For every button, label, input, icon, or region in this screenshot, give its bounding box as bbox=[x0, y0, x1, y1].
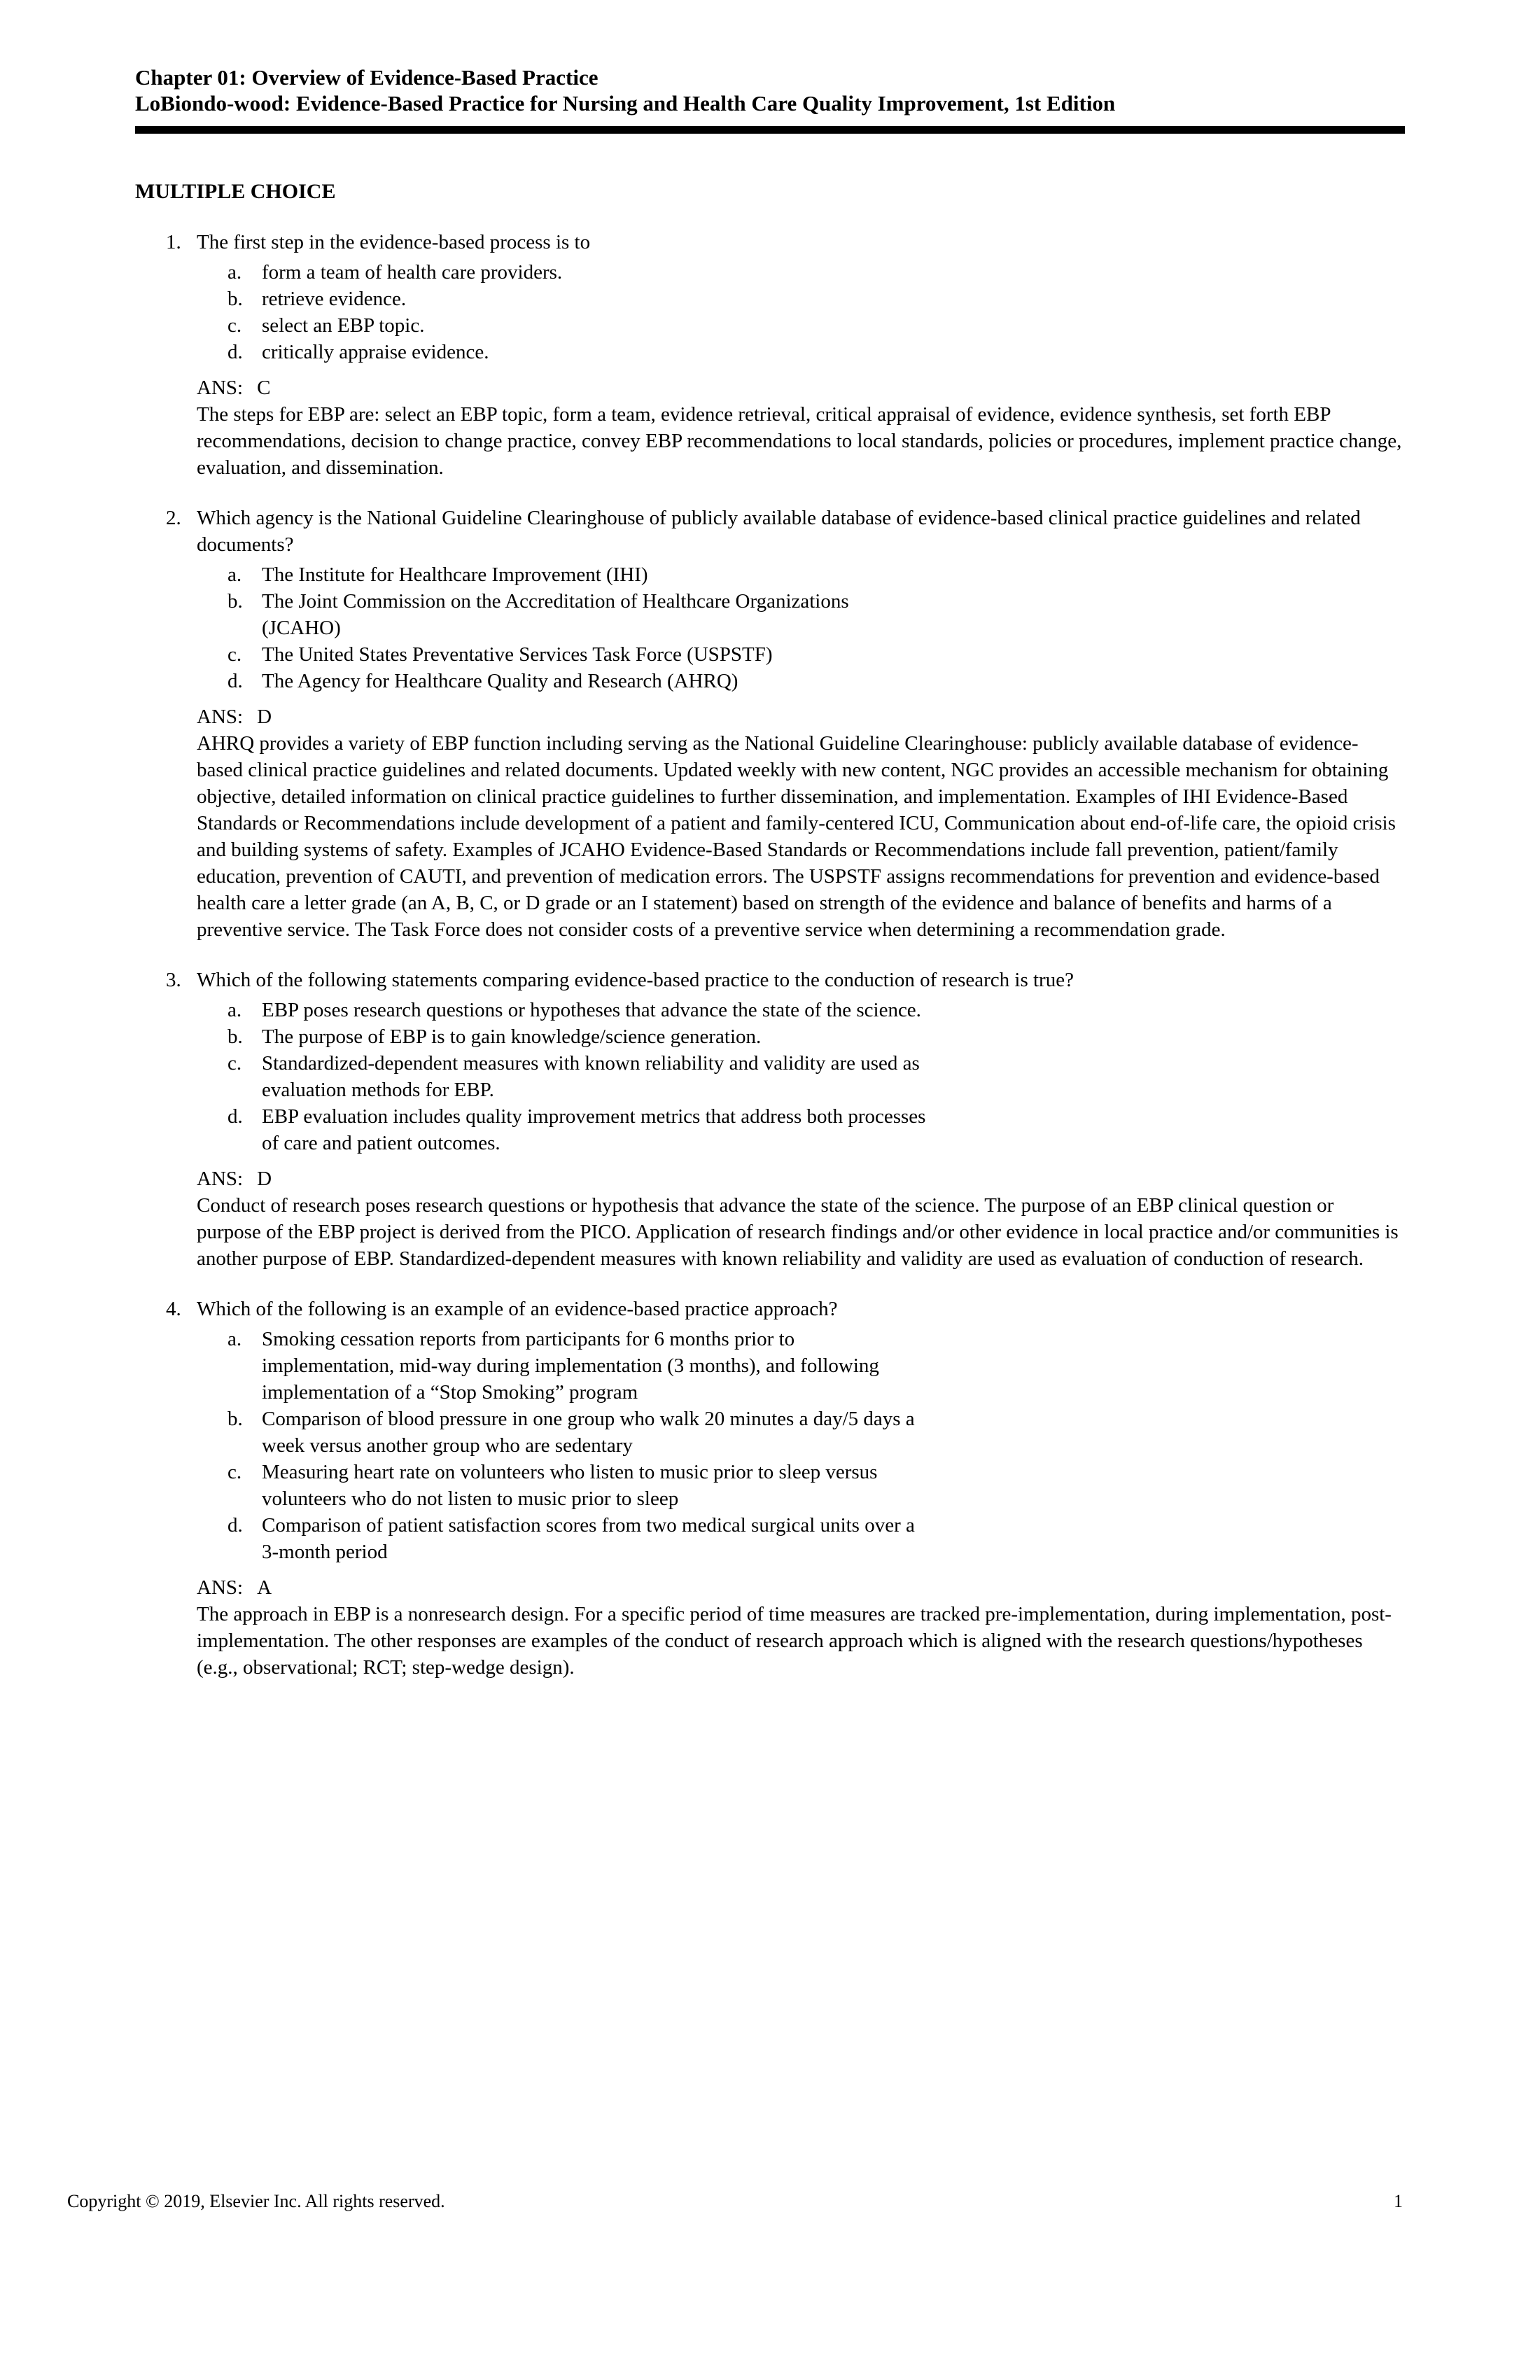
option-text-line: critically appraise evidence. bbox=[262, 341, 489, 363]
option-text bbox=[262, 1459, 1405, 1512]
option-row bbox=[227, 668, 1405, 694]
option-text bbox=[262, 997, 1405, 1023]
option-text bbox=[262, 339, 1405, 365]
option-row bbox=[227, 561, 1405, 588]
option-row bbox=[227, 339, 1405, 365]
question-text: Which agency is the National Guideline Clearinghouse of publicly available database of evidence-based clinical practice guidelines and related documents? bbox=[197, 507, 1361, 556]
option-text-line: Comparison of blood pressure in one group who walk 20 minutes a day/5 days a bbox=[262, 1408, 915, 1430]
option-text-line: implementation, mid-way during implementation (3 months), and following bbox=[262, 1354, 879, 1377]
option-letter: b. bbox=[227, 1026, 243, 1048]
option-text-line: of care and patient outcomes. bbox=[262, 1132, 500, 1154]
option-text bbox=[262, 588, 1405, 641]
question-number: 4. bbox=[166, 1298, 181, 1320]
question-text: Which of the following statements comparing evidence-based practice to the conduction of research is true? bbox=[197, 969, 1074, 991]
question-text: Which of the following is an example of an evidence-based practice approach? bbox=[197, 1298, 838, 1320]
option-text bbox=[262, 1406, 1405, 1459]
option-text bbox=[262, 1326, 1405, 1406]
options-list bbox=[135, 259, 1405, 365]
answer-block bbox=[197, 374, 1403, 481]
option-row bbox=[227, 1406, 1405, 1459]
answer-line bbox=[197, 704, 1403, 730]
answer-line bbox=[197, 1166, 1403, 1192]
option-letter: a. bbox=[227, 999, 242, 1021]
answer-block bbox=[197, 1166, 1403, 1272]
option-row bbox=[227, 1050, 1405, 1103]
document-header bbox=[135, 64, 1405, 134]
option-text-line: (JCAHO) bbox=[262, 617, 341, 639]
option-text bbox=[262, 641, 1405, 668]
option-text bbox=[262, 1050, 1405, 1103]
option-text bbox=[262, 1023, 1405, 1050]
answer-label: ANS: bbox=[197, 706, 244, 728]
answer-rationale: AHRQ provides a variety of EBP function including serving as the National Guideline Clearinghouse: publicly available database of evidence-based clinical practice guidelines and related documents. Updated weekly with new content, NGC provides an accessible mechanism for obtaining objective, detailed information on clinical practice guidelines to further dissemination, and implementation. Examples of IHI Evidence-Based Standards or Recommendations include development of a patient and family-centered ICU, Communication about end-of-life care, the opioid crisis and building systems of safety. Examples of JCAHO Evidence-Based Standards or Recommendations include fall prevention, patient/family education, prevention of CAUTI, and prevention of medication errors. The USPSTF assigns recommendations for prevention and evidence-based health care a letter grade (an A, B, C, or D grade or an I statement) based on strength of the evidence and balance of benefits and harms of a preventive service. The Task Force does not consider costs of a preventive service when determining a recommendation grade. bbox=[197, 732, 1396, 941]
question-line bbox=[135, 1296, 1405, 1322]
question-text: The first step in the evidence-based process is to bbox=[197, 231, 591, 253]
question-number: 3. bbox=[166, 969, 181, 991]
option-letter: a. bbox=[227, 1328, 242, 1350]
option-letter: b. bbox=[227, 590, 243, 612]
option-text-line: retrieve evidence. bbox=[262, 288, 407, 310]
option-text-line: form a team of health care providers. bbox=[262, 261, 563, 284]
option-text-line: Measuring heart rate on volunteers who listen to music prior to sleep versus bbox=[262, 1461, 878, 1483]
answer-rationale: The approach in EBP is a nonresearch design. For a specific period of time measures are tracked pre-implementation, during implementation, post-implementation. The other responses are examples of the conduct of research approach which is aligned with the research questions/hypotheses (e.g., observational; RCT; step-wedge design). bbox=[197, 1603, 1392, 1679]
document-footer bbox=[67, 2190, 1403, 2213]
option-text bbox=[262, 1512, 1405, 1565]
option-text-line: The purpose of EBP is to gain knowledge/science generation. bbox=[262, 1026, 762, 1048]
option-text bbox=[262, 312, 1405, 339]
option-row bbox=[227, 1326, 1405, 1406]
options-list bbox=[135, 997, 1405, 1156]
answer-label: ANS: bbox=[197, 1576, 244, 1599]
question-block bbox=[135, 1296, 1405, 1681]
options-list bbox=[135, 1326, 1405, 1565]
option-letter: c. bbox=[227, 1461, 242, 1483]
answer-block bbox=[197, 1574, 1403, 1681]
answer-label: ANS: bbox=[197, 1168, 244, 1190]
header-rule bbox=[135, 126, 1405, 134]
section-heading: MULTIPLE CHOICE bbox=[135, 180, 336, 203]
option-text bbox=[262, 561, 1405, 588]
options-list bbox=[135, 561, 1405, 694]
option-text-line: The United States Preventative Services Task Force (USPSTF) bbox=[262, 643, 773, 666]
answer-value: A bbox=[257, 1576, 272, 1599]
copyright-text: Copyright © 2019, Elsevier Inc. All rights reserved. bbox=[67, 2191, 445, 2211]
question-line bbox=[135, 229, 1405, 255]
question-number: 1. bbox=[166, 231, 181, 253]
option-letter: c. bbox=[227, 643, 242, 666]
answer-value: C bbox=[257, 377, 271, 399]
option-text bbox=[262, 286, 1405, 312]
question-block bbox=[135, 229, 1405, 481]
option-text-line: The Agency for Healthcare Quality and Research (AHRQ) bbox=[262, 670, 738, 692]
answer-value: D bbox=[257, 706, 272, 728]
questions-list bbox=[135, 229, 1405, 1681]
option-row bbox=[227, 286, 1405, 312]
option-letter: b. bbox=[227, 1408, 243, 1430]
option-row bbox=[227, 312, 1405, 339]
option-letter: c. bbox=[227, 1052, 242, 1074]
option-text bbox=[262, 259, 1405, 286]
option-row bbox=[227, 1023, 1405, 1050]
question-block bbox=[135, 505, 1405, 943]
option-text-line: implementation of a “Stop Smoking” program bbox=[262, 1381, 638, 1404]
option-letter: d. bbox=[227, 670, 243, 692]
book-title: LoBiondo-wood: Evidence-Based Practice for Nursing and Health Care Quality Improvement, 1st Edition bbox=[135, 91, 1116, 115]
option-text-line: volunteers who do not listen to music prior to sleep bbox=[262, 1488, 679, 1510]
option-row bbox=[227, 259, 1405, 286]
option-text-line: The Joint Commission on the Accreditation of Healthcare Organizations bbox=[262, 590, 849, 612]
chapter-title: Chapter 01: Overview of Evidence-Based Practice bbox=[135, 65, 598, 90]
answer-line bbox=[197, 374, 1403, 401]
option-row bbox=[227, 1459, 1405, 1512]
answer-value: D bbox=[257, 1168, 272, 1190]
option-text-line: EBP evaluation includes quality improvement metrics that address both processes bbox=[262, 1105, 926, 1128]
option-letter: a. bbox=[227, 564, 242, 586]
answer-rationale: The steps for EBP are: select an EBP topic, form a team, evidence retrieval, critical appraisal of evidence, evidence synthesis, set forth EBP recommendations, decision to change practice, convey EBP recommendations to local standards, policies or procedures, implement practice change, evaluation, and dissemination. bbox=[197, 403, 1402, 479]
option-text-line: EBP poses research questions or hypotheses that advance the state of the science. bbox=[262, 999, 921, 1021]
option-letter: d. bbox=[227, 1514, 243, 1536]
answer-rationale: Conduct of research poses research questions or hypothesis that advance the state of the science. The purpose of an EBP clinical question or purpose of the EBP project is derived from the PICO. Application of research findings and/or other evidence in local practice and/or communities is another purpose of EBP. Standardized-dependent measures with known reliability and validity are used as evaluation of conduction of research. bbox=[197, 1194, 1399, 1270]
answer-block bbox=[197, 704, 1403, 943]
option-text-line: Smoking cessation reports from participants for 6 months prior to bbox=[262, 1328, 795, 1350]
option-row bbox=[227, 641, 1405, 668]
option-row bbox=[227, 1512, 1405, 1565]
option-letter: c. bbox=[227, 314, 242, 337]
question-block bbox=[135, 967, 1405, 1272]
option-letter: d. bbox=[227, 341, 243, 363]
option-text-line: evaluation methods for EBP. bbox=[262, 1079, 494, 1101]
option-text-line: Comparison of patient satisfaction scores from two medical surgical units over a bbox=[262, 1514, 915, 1536]
answer-line bbox=[197, 1574, 1403, 1601]
question-line bbox=[135, 967, 1405, 993]
option-letter: b. bbox=[227, 288, 243, 310]
option-row bbox=[227, 997, 1405, 1023]
option-text-line: The Institute for Healthcare Improvement (IHI) bbox=[262, 564, 648, 586]
option-text bbox=[262, 1103, 1405, 1156]
option-letter: d. bbox=[227, 1105, 243, 1128]
option-letter: a. bbox=[227, 261, 242, 284]
option-text-line: 3-month period bbox=[262, 1541, 388, 1563]
option-text-line: Standardized-dependent measures with known reliability and validity are used as bbox=[262, 1052, 920, 1074]
option-row bbox=[227, 588, 1405, 641]
answer-label: ANS: bbox=[197, 377, 244, 399]
option-text bbox=[262, 668, 1405, 694]
question-line bbox=[135, 505, 1405, 558]
question-number: 2. bbox=[166, 507, 181, 529]
option-row bbox=[227, 1103, 1405, 1156]
option-text-line: select an EBP topic. bbox=[262, 314, 425, 337]
option-text-line: week versus another group who are sedentary bbox=[262, 1434, 633, 1457]
page-number: 1 bbox=[1394, 2191, 1403, 2211]
